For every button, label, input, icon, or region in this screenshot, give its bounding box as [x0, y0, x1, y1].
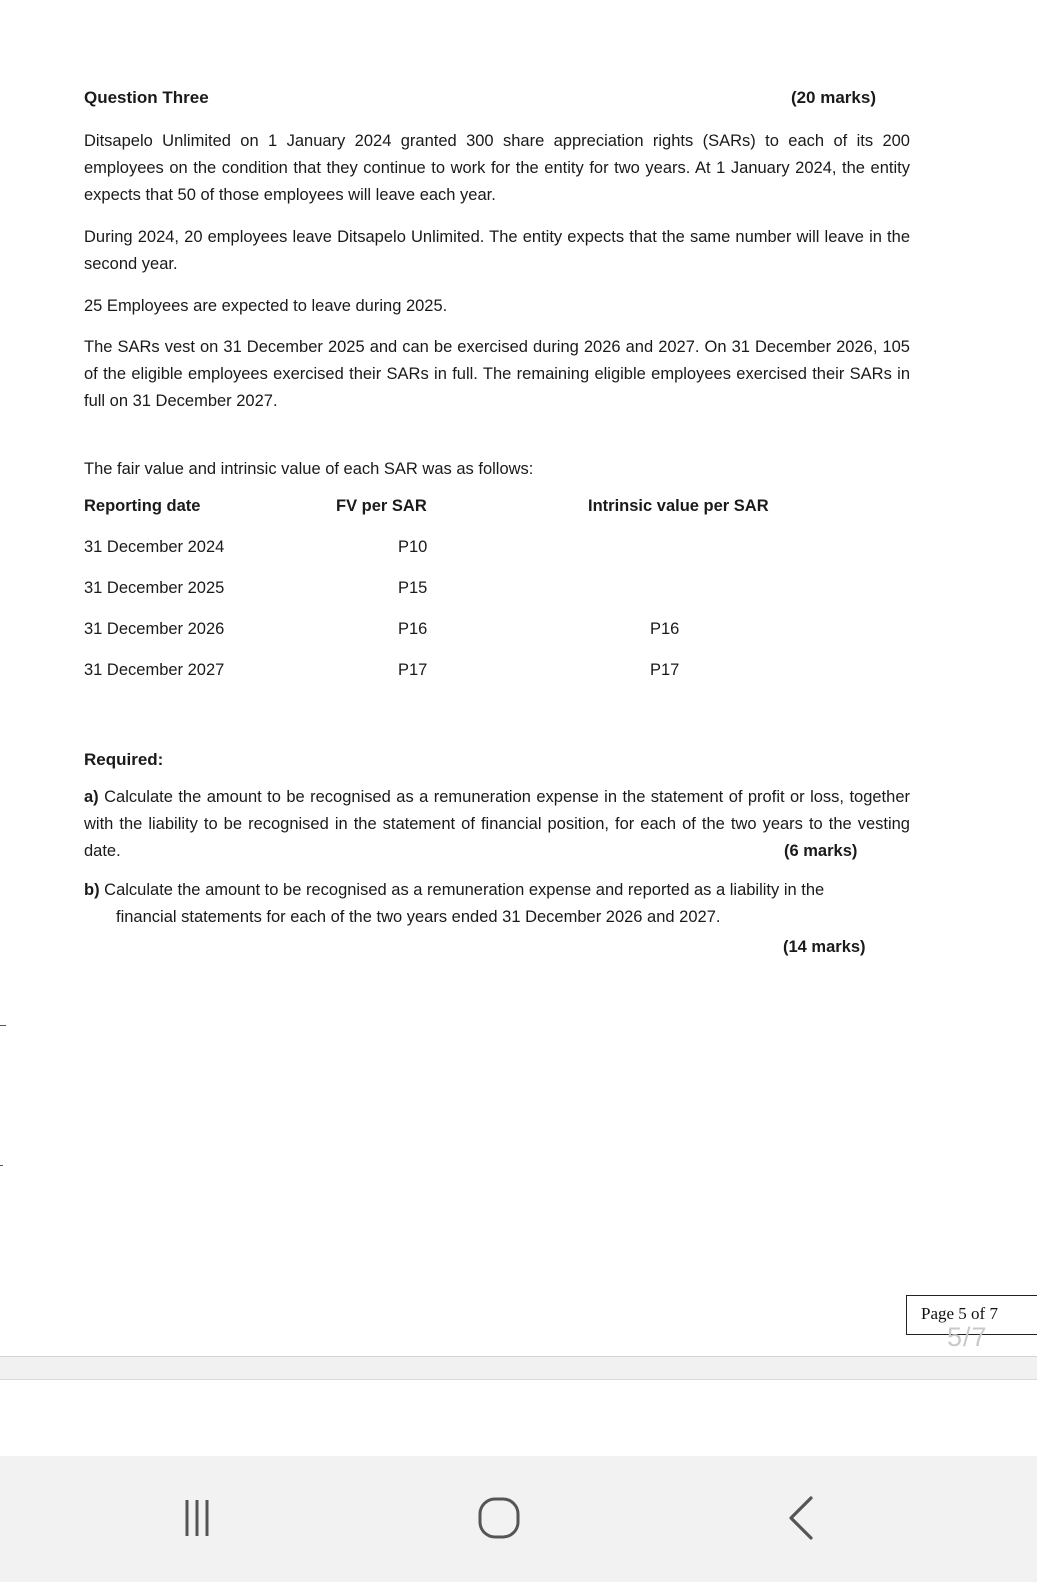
home-icon — [477, 1496, 521, 1545]
question-title: Question Three — [84, 88, 209, 107]
page-gap — [0, 1357, 1037, 1379]
paragraph-text: Ditsapelo Unlimited on 1 January 2024 granted 300 share appreciation rights (SARs) to each of its 200 employees on the condition that they continue to work for the entity for two years. At 1 January 2024, the entity expects that 50 of those employees will leave each year. — [84, 132, 910, 204]
part-b-text-2: financial statements for each of the two years ended 31 December 2026 and 2027. — [116, 908, 721, 926]
part-b-marks: (14 marks) — [783, 938, 866, 956]
cell-fv: P10 — [398, 538, 428, 556]
cell-fv: P17 — [398, 661, 428, 679]
edge-mark — [0, 1165, 3, 1166]
recent-apps-icon — [175, 1496, 219, 1545]
question-part-b — [84, 877, 910, 931]
part-a-text: Calculate the amount to be recognised as a remuneration expense in the statement of profit or loss, together with the liability to be recognised in the statement of financial position, for each of the two years to the vesting date. — [84, 788, 910, 860]
page-number-box: Page 5 of 7 — [906, 1295, 1037, 1335]
paragraph-text: 25 Employees are expected to leave during 2025. — [84, 297, 448, 315]
cell-date: 31 December 2025 — [84, 579, 225, 597]
cell-fv: P15 — [398, 579, 428, 597]
paragraph-1 — [84, 128, 910, 209]
paragraph-5 — [84, 456, 910, 483]
cell-fv: P16 — [398, 620, 428, 638]
recent-apps-button[interactable] — [167, 1490, 227, 1550]
paragraph-4 — [84, 334, 910, 415]
question-header — [84, 88, 876, 108]
part-b-line-1 — [84, 877, 910, 904]
sar-value-table — [84, 497, 844, 702]
col-header-date: Reporting date — [84, 497, 201, 515]
table-row — [84, 579, 844, 620]
part-b-label: b) — [84, 881, 100, 899]
table-row — [84, 538, 844, 579]
paragraph-text: During 2024, 20 employees leave Ditsapelo Unlimited. The entity expects that the same number will leave in the second year. — [84, 228, 910, 273]
col-header-iv: Intrinsic value per SAR — [588, 497, 769, 515]
cell-iv: P16 — [650, 620, 680, 638]
cell-date: 31 December 2024 — [84, 538, 225, 556]
paragraph-2 — [84, 224, 910, 278]
page-separator — [0, 1379, 1037, 1380]
part-a-marks: (6 marks) — [784, 842, 858, 860]
edge-mark — [0, 1025, 6, 1026]
paragraph-3 — [84, 293, 910, 320]
system-navigation-bar — [0, 1456, 1037, 1582]
page-indicator: 5/7 — [947, 1322, 988, 1352]
part-b-text-1: Calculate the amount to be recognised as a remuneration expense and reported as a liability in the — [104, 881, 825, 899]
part-a-label: a) — [84, 788, 99, 806]
question-part-a — [84, 784, 910, 865]
col-header-fv: FV per SAR — [336, 497, 427, 515]
table-row — [84, 661, 844, 702]
table-row — [84, 620, 844, 661]
paragraph-text: The SARs vest on 31 December 2025 and can be exercised during 2026 and 2027. On 31 December 2026, 105 of the eligible employees exercised their SARs in full. The remaining eligible employees exercised their SARs in full on 31 December 2027. — [84, 338, 910, 410]
table-header-row — [84, 497, 844, 538]
back-icon — [781, 1496, 825, 1545]
back-button[interactable] — [773, 1490, 833, 1550]
cell-iv: P17 — [650, 661, 680, 679]
cell-date: 31 December 2026 — [84, 620, 225, 638]
cell-date: 31 December 2027 — [84, 661, 225, 679]
question-marks: (20 marks) — [790, 88, 876, 107]
paragraph-text: The fair value and intrinsic value of each SAR was as follows: — [84, 460, 534, 478]
required-heading: Required: — [84, 750, 164, 769]
home-button[interactable] — [469, 1490, 529, 1550]
